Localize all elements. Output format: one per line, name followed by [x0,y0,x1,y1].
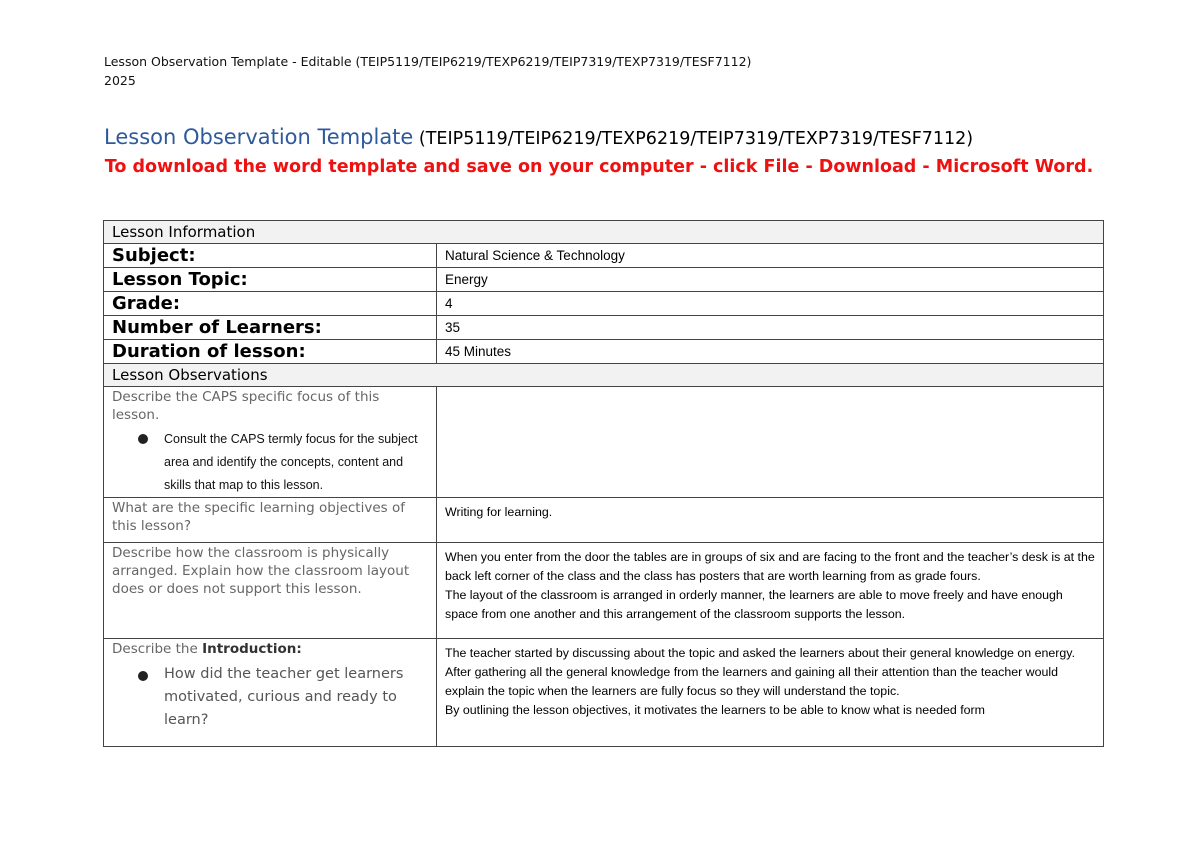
document-title-codes: (TEIP5119/TEIP6219/TEXP6219/TEIP7319/TEXP7319/TESF7112) [413,129,974,149]
bullet-dot-icon [138,671,148,681]
observation-answer[interactable] [437,543,1104,639]
info-label: Duration of lesson: [104,340,437,364]
observation-question [104,387,437,498]
guidance-bullet [138,428,428,497]
observation-answer[interactable]: Writing for learning. [437,498,1104,543]
observation-row-objectives [104,498,1104,543]
question-text: Describe the CAPS specific focus of this lesson. [112,389,380,423]
lesson-information-heading-row [104,221,1104,244]
info-row-topic [104,268,1104,292]
observation-answer[interactable] [437,387,1104,498]
running-header-year: 2025 [104,73,136,88]
info-label: Subject: [104,244,437,268]
answer-paragraph: When you enter from the door the tables are in groups of six and are facing to the front and the teacher’s desk is at the back left corner of the class and the class has posters that are worth learning from as grade fours. [445,550,1095,583]
info-label: Number of Learners: [104,316,437,340]
lesson-observations-heading: Lesson Observations [104,364,1104,387]
lesson-observation-table [103,220,1104,747]
observation-row-introduction [104,639,1104,747]
observation-row-caps [104,387,1104,498]
info-value: 45 Minutes [437,340,1104,364]
info-value: 35 [437,316,1104,340]
lesson-information-heading: Lesson Information [104,221,1104,244]
answer-paragraph: After gathering all the general knowledge from the learners and gaining all their attention than the teacher would explain the topic when the learners are fully focus so they will understand the topic. [445,665,1059,698]
question-prefix: Describe the [112,641,203,657]
observation-row-classroom [104,543,1104,639]
observation-question: What are the specific learning objectives of this lesson? [104,498,437,543]
info-row-subject [104,244,1104,268]
guidance-text: How did the teacher get learners motivated, curious and ready to learn? [164,666,404,728]
answer-paragraph: The teacher started by discussing about the topic and asked the learners about their general knowledge on energy. [445,646,1076,660]
question-emphasis: Introduction: [202,641,302,657]
info-row-learners [104,316,1104,340]
observation-question: Describe how the classroom is physically arranged. Explain how the classroom layout does or does not support this lesson. [104,543,437,639]
document-title [104,122,1094,154]
observation-answer[interactable] [437,639,1104,747]
info-label: Grade: [104,292,437,316]
question-text [112,640,428,658]
answer-paragraph: The layout of the classroom is arranged in orderly manner, the learners are able to move freely and have enough space from one another and this arrangement of the classroom supports the lesson. [445,588,1063,621]
info-label: Lesson Topic: [104,268,437,292]
download-instruction: To download the word template and save on your computer - click File - Download - Microsoft Word. [104,157,1094,177]
guidance-bullet [138,663,428,732]
info-value: 4 [437,292,1104,316]
observation-question [104,639,437,747]
info-row-duration [104,340,1104,364]
info-value: Natural Science & Technology [437,244,1104,268]
lesson-observations-heading-row [104,364,1104,387]
running-header-title: Lesson Observation Template - Editable (TEIP5119/TEIP6219/TEXP6219/TEIP7319/TEXP7319/TESF7112) [104,54,752,69]
guidance-text: Consult the CAPS termly focus for the subject area and identify the concepts, content and skills that map to this lesson. [164,432,418,492]
info-row-grade [104,292,1104,316]
document-title-main: Lesson Observation Template [104,125,414,149]
answer-paragraph: By outlining the lesson objectives, it motivates the learners to be able to know what is needed form [445,703,985,717]
info-value: Energy [437,268,1104,292]
bullet-dot-icon [138,434,148,444]
